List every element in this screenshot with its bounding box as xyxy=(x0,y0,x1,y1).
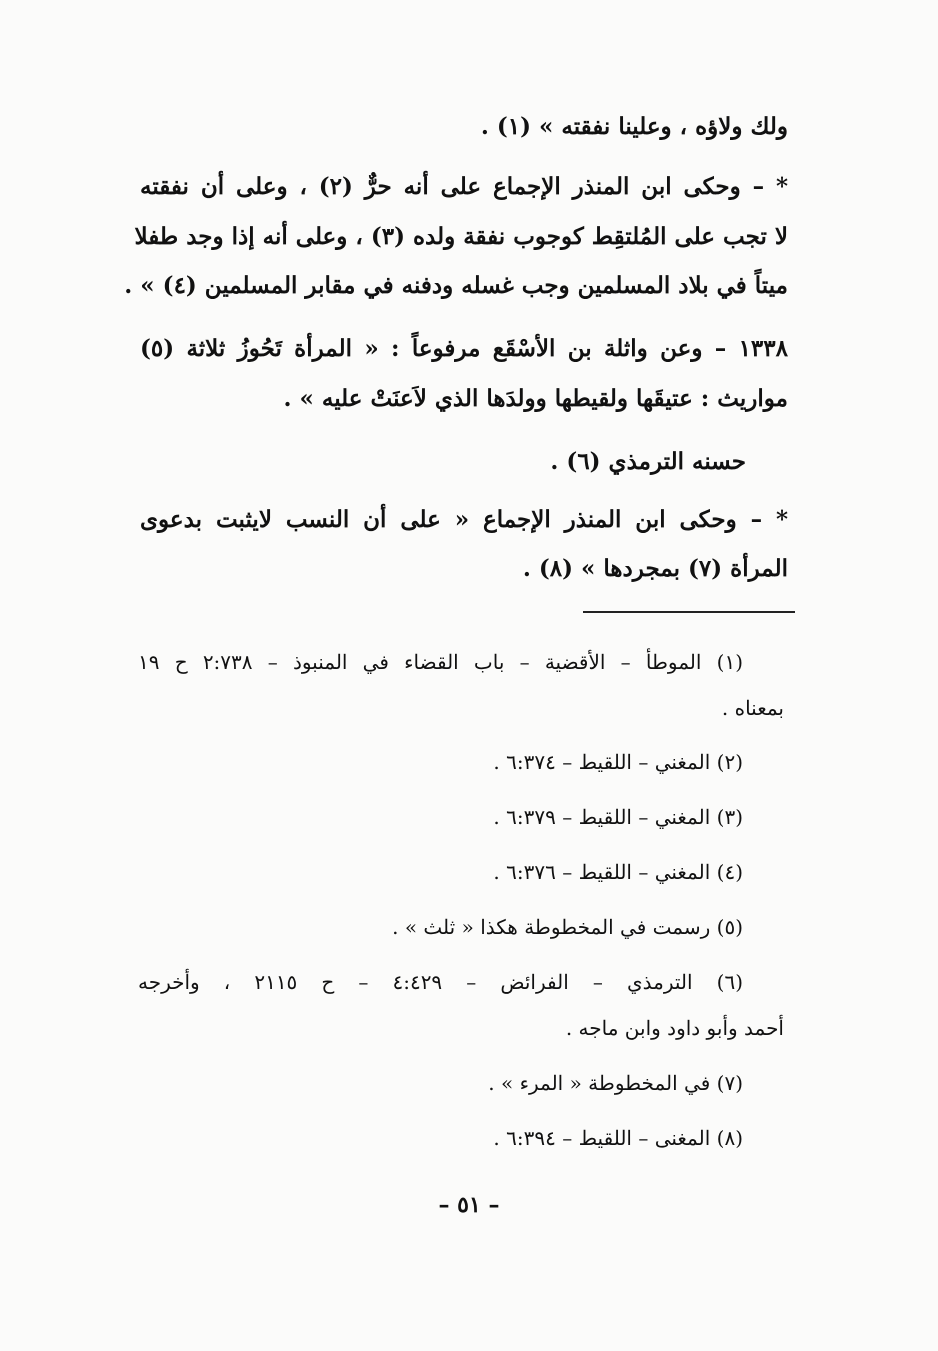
footnote-line: أحمد وأبو داود وابن ماجه . xyxy=(565,1016,784,1040)
page-number: – ٥١ – xyxy=(438,1192,500,1218)
main-text-line: ميتاً في بلاد المسلمين وجب غسله ودفنه في مقابر المسلمين (٤) » . xyxy=(124,272,788,299)
footnote-line: (٧) في المخطوطة « المرء » . xyxy=(488,1071,743,1095)
footnote-line: (٨) المغنى – اللقيط – ٦:٣٩٤ . xyxy=(493,1126,743,1150)
main-text-line: * – وحكى ابن المنذر الإجماع « على أن النسب لايثبت بدعوى xyxy=(140,506,788,533)
footnote-line: (٣) المغني – اللقيط – ٦:٣٧٩ . xyxy=(493,805,743,829)
main-text-line: ١٣٣٨ – وعن واثلة بن الأسْقَع مرفوعاً : « المرأة تَحُوزُ ثلاثة (٥) xyxy=(140,335,788,362)
main-text-line: حسنه الترمذي (٦) . xyxy=(550,448,746,475)
main-text-line: لا تجب على المُلتقِط كوجوب نفقة ولده (٣) ، وعلى أنه إذا وجد طفلا xyxy=(134,223,788,250)
footnote-line: (٢) المغني – اللقيط – ٦:٣٧٤ . xyxy=(493,750,743,774)
footnote-line: (٥) رسمت في المخطوطة هكذا « ثلث » . xyxy=(392,915,743,939)
footnote-line: (٤) المغني – اللقيط – ٦:٣٧٦ . xyxy=(493,860,743,884)
main-text-line: المرأة (٧) بمجردها » (٨) . xyxy=(522,555,788,582)
footnote-line: بمعناه . xyxy=(721,696,784,720)
footnote-separator xyxy=(583,611,795,613)
main-text-line: ولك ولاؤه ، وعلينا نفقته » (١) . xyxy=(480,113,788,140)
footnote-line: (١) الموطأ – الأقضية – باب القضاء في المنبوذ – ٢:٧٣٨ ح ١٩ xyxy=(138,650,743,674)
main-text-line: مواريث : عتيقَها ولقيطها وولدَها الذي لاَعنَتْ عليه » . xyxy=(283,385,788,412)
main-text-line: * – وحكى ابن المنذر الإجماع على أنه حرٌّ (٢) ، وعلى أن نفقته xyxy=(140,173,788,200)
footnote-line: (٦) الترمذي – الفرائض – ٤:٤٢٩ – ح ٢١١٥ ، وأخرجه xyxy=(138,970,743,994)
